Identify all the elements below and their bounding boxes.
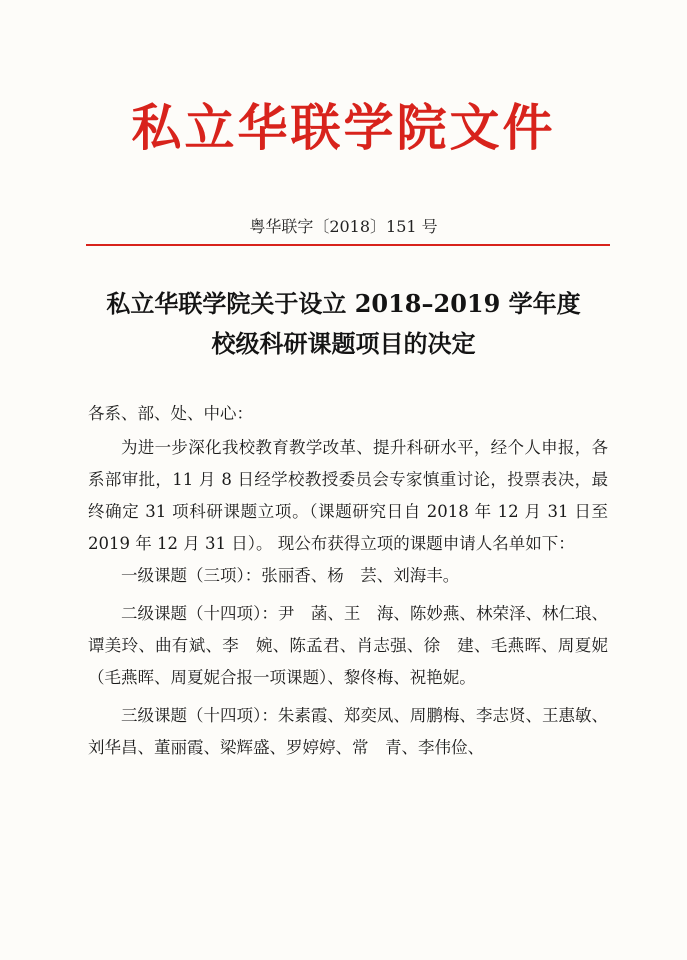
document-body [88, 398, 608, 764]
intro-paragraph: 为进一步深化我校教育教学改革、提升科研水平，经个人申报，各系部审批，11 月 8 日经学校教授委员会专家慎重讨论，投票表决，最终确定 31 项科研课题立项。（课题研究日自 2018 年 12 月 31 日至 2019 年 12 月 31 日）。 现公布获得立项的课题申请人名单如下： [88, 438, 608, 553]
document-title-line-2: 校级科研课题项目的决定 [211, 329, 476, 358]
issuing-authority-header: 私立华联学院文件 [131, 98, 556, 157]
level1-paragraph: 一级课题（三项）：张丽香、杨 芸、刘海丰。 [121, 566, 460, 585]
document-title [0, 284, 687, 364]
level2-paragraph: 二级课题（十四项）：尹 菡、王 海、陈妙燕、林荣泽、林仁琅、谭美玲、曲有斌、李 婉、陈孟君、肖志强、徐 建、毛燕晖、周夏妮（毛燕晖、周夏妮合报一项课题）、黎佟梅、祝艳妮。 [88, 604, 608, 687]
document-title-line-1: 私立华联学院关于设立 2018–2019 学年度 [106, 289, 581, 318]
document-number: 粤华联字〔2018〕151 号 [249, 217, 438, 236]
salutation: 各系、部、处、中心： [88, 404, 253, 423]
level3-paragraph: 三级课题（十四项）：朱素霞、郑奕凤、周鹏梅、李志贤、王惠敏、刘华昌、董丽霞、梁辉盛、罗婷婷、常 青、李伟俭、 [88, 706, 608, 757]
header-divider [86, 244, 610, 246]
